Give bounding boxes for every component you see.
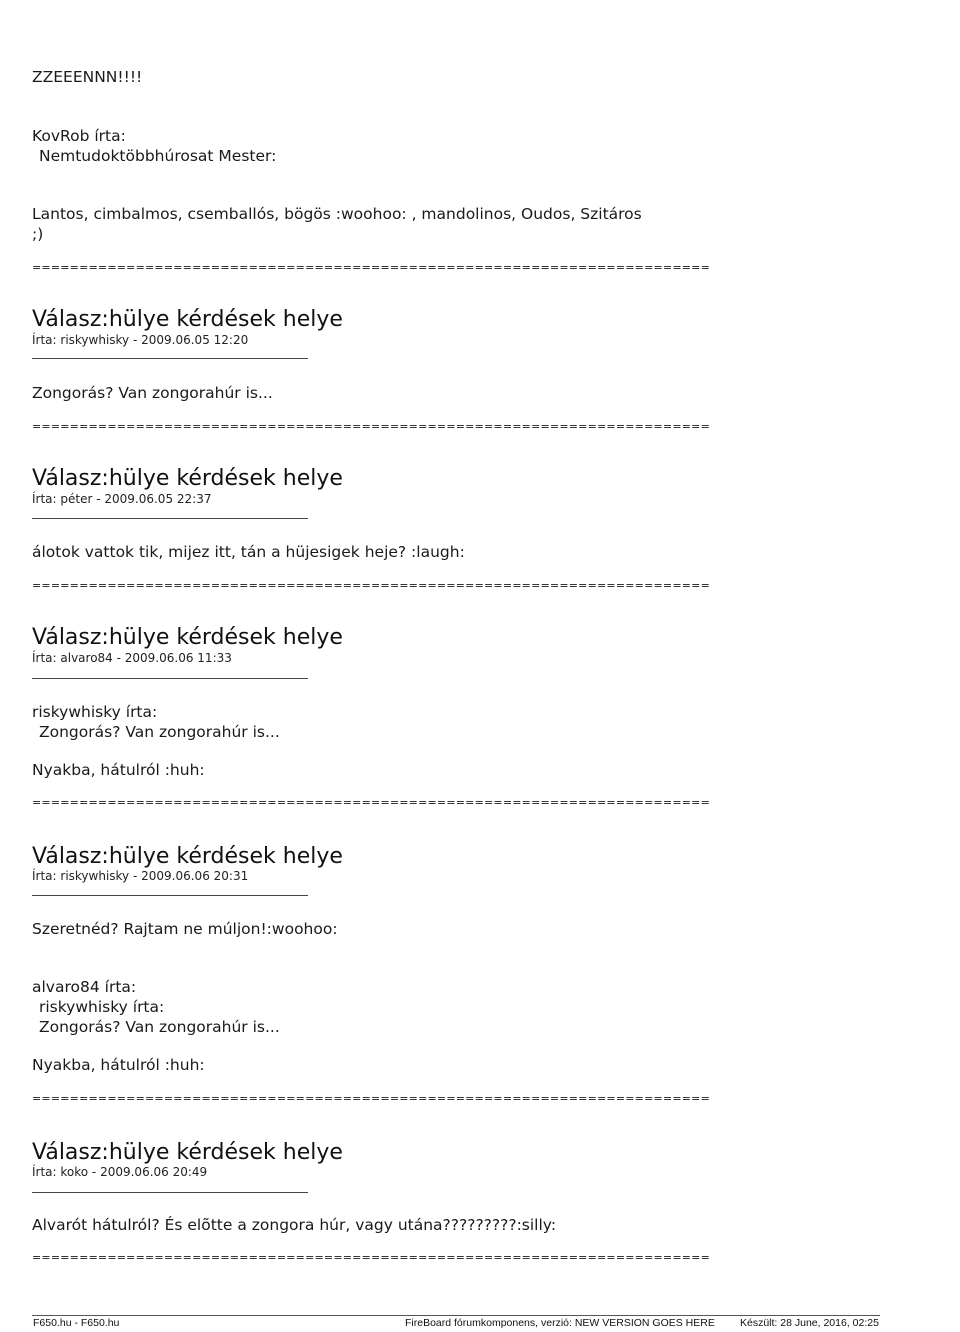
intro-exclamation: ZZEEENNN!!!! bbox=[32, 68, 143, 86]
quote-text: Zongorás? Van zongorahúr is... bbox=[39, 723, 280, 741]
post-rule bbox=[32, 1192, 308, 1193]
separator: ======================================================================== bbox=[32, 1251, 711, 1264]
footer-component: FireBoard fórumkomponens, verzió: NEW VERSION GOES HERE bbox=[405, 1317, 715, 1329]
intro-body-line-2: ;) bbox=[32, 225, 44, 243]
post-rule bbox=[32, 358, 308, 359]
post-rule bbox=[32, 518, 308, 519]
separator: ======================================================================== bbox=[32, 796, 711, 809]
post-text: Zongorás? Van zongorahúr is... bbox=[32, 384, 273, 402]
quote-text: Nemtudoktöbbhúrosat Mester: bbox=[39, 147, 277, 165]
post-title: Válasz:hülye kérdések helye bbox=[32, 625, 343, 650]
post-title: Válasz:hülye kérdések helye bbox=[32, 466, 343, 491]
separator: ======================================================================== bbox=[32, 1092, 711, 1105]
quote-author: alvaro84 írta: bbox=[32, 978, 137, 996]
footer-generated: Készült: 28 June, 2016, 02:25 bbox=[740, 1317, 879, 1329]
post-title: Válasz:hülye kérdések helye bbox=[32, 307, 343, 332]
post-text: Nyakba, hátulról :huh: bbox=[32, 761, 205, 779]
footer-site: F650.hu - F650.hu bbox=[33, 1317, 120, 1329]
quote-author: KovRob írta: bbox=[32, 127, 126, 145]
intro-body-line-1: Lantos, cimbalmos, csemballós, bögös :woohoo: , mandolinos, Oudos, Szitáros bbox=[32, 205, 642, 223]
post-rule bbox=[32, 678, 308, 679]
post-meta: Írta: riskywhisky - 2009.06.06 20:31 bbox=[32, 869, 249, 883]
separator: ======================================================================== bbox=[32, 420, 711, 433]
post-meta: Írta: péter - 2009.06.05 22:37 bbox=[32, 492, 212, 506]
post-text: álotok vattok tik, mijez itt, tán a hüjesigek heje? :laugh: bbox=[32, 543, 465, 561]
post-text: Nyakba, hátulról :huh: bbox=[32, 1056, 205, 1074]
quote-author: riskywhisky írta: bbox=[32, 703, 158, 721]
quote-text: Zongorás? Van zongorahúr is... bbox=[39, 1018, 280, 1036]
post-meta: Írta: alvaro84 - 2009.06.06 11:33 bbox=[32, 651, 232, 665]
quote-author-nested: riskywhisky írta: bbox=[39, 998, 165, 1016]
post-title: Válasz:hülye kérdések helye bbox=[32, 844, 343, 869]
post-meta: Írta: koko - 2009.06.06 20:49 bbox=[32, 1165, 208, 1179]
separator: ======================================================================== bbox=[32, 261, 711, 274]
post-meta: Írta: riskywhisky - 2009.06.05 12:20 bbox=[32, 333, 249, 347]
post-rule bbox=[32, 895, 308, 896]
post-title: Válasz:hülye kérdések helye bbox=[32, 1140, 343, 1165]
post-text: Szeretnéd? Rajtam ne múljon!:woohoo: bbox=[32, 920, 338, 938]
post-text: Alvarót hátulról? És elõtte a zongora húr, vagy utána?????????:silly: bbox=[32, 1216, 557, 1234]
separator: ======================================================================== bbox=[32, 579, 711, 592]
